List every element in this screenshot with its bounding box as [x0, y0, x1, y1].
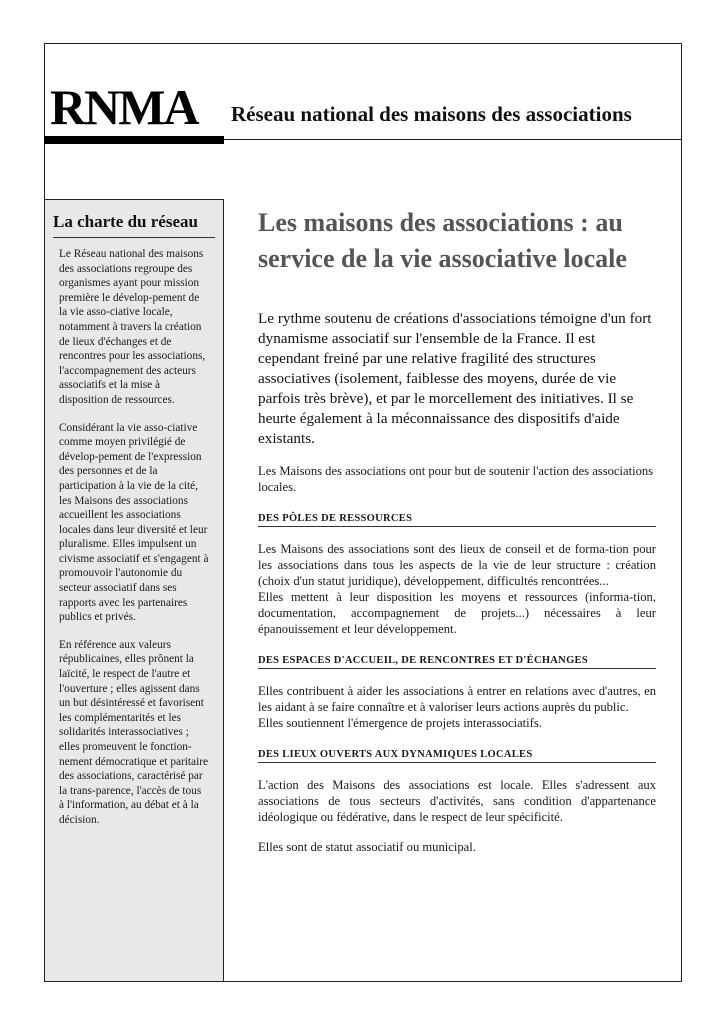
- sidebar-title: La charte du réseau: [53, 212, 198, 231]
- intro-paragraph: Les Maisons des associations ont pour but de soutenir l'action des associations locales.: [258, 464, 654, 494]
- section-heading-welcome: DES ESPACES D'ACCUEIL, DE RENCONTRES ET D'ÉCHANGES: [258, 655, 656, 669]
- charter-sidebar: [44, 199, 224, 982]
- lead-paragraph: Le rythme soutenu de créations d'associations témoigne d'un fort dynamisme associatif sur l'ensemble de la France. Il est cependant freiné par une relative fragilité des structures associatives (isolement, faiblesse des moyens, durée de vie parfois très brève), et par le morcellement des initiatives. Il se heurte également à la méconnaissance des dispositifs d'aide existants.: [258, 310, 652, 447]
- logo-underline: [44, 136, 224, 144]
- section-text: Elles contribuent à aider les associations à entrer en relations avec d'autres, en les aidant à se faire connaître et à valoriser leurs actions auprès du public.: [258, 684, 656, 714]
- sidebar-paragraph: Considérant la vie asso-ciative comme moyen privilégié de dévelop-pement de l'expression des personnes et de la participation à la vie de la cité, les Maisons des associations accueillent les associations locales dans leur diversité et leur pluralisme. Elles impulsent un civisme associatif et s'engagent à promouvoir l'autonomie du secteur associatif dans ses rapports avec les partenaires publics et privés.: [59, 421, 209, 624]
- sidebar-title-rule: [53, 237, 215, 238]
- closing-paragraph: Elles sont de statut associatif ou municipal.: [258, 840, 476, 854]
- rnma-logo: RNMA: [50, 79, 198, 135]
- network-tagline: Réseau national des maisons des associations: [231, 102, 632, 126]
- section-text: Elles soutiennent l'émergence de projets interassociatifs.: [258, 716, 542, 730]
- sidebar-paragraph: Le Réseau national des maisons des associations regroupe des organismes ayant pour mission première le dévelop-pement de la vie asso-ciative locale, notamment à travers la création de lieux d'échanges et de rencontres pour les associations, l'accompagnement des acteurs associatifs et la mise à disposition de ressources.: [59, 248, 206, 406]
- section-heading-resources: DES PÔLES DE RESSOURCES: [258, 513, 656, 527]
- section-heading-local: DES LIEUX OUVERTS AUX DYNAMIQUES LOCALES: [258, 749, 656, 763]
- section-text: Les Maisons des associations sont des lieux de conseil et de forma-tion pour les associations dans tous les aspects de la vie de leur structure : création (choix d'un statut juridique), développement, difficultés rencontrées...: [258, 542, 656, 588]
- section-text: L'action des Maisons des associations est locale. Elles s'adressent aux associations de tous secteurs d'activités, sans condition d'appartenance idéologique ou fédérative, dans le respect de leur spécificité.: [258, 778, 656, 824]
- sidebar-body: [59, 247, 209, 841]
- sidebar-paragraph: En référence aux valeurs républicaines, elles prônent la laïcité, le respect de l'autre et l'ouverture ; elles agissent dans un but désintéressé et favorisent les complémentarités et les solidarités interassociatives ; elles promeuvent le fonction-nement démocratique et paritaire des associations, caractérisé par la trans-parence, l'accès de tous à l'information, au débat et à la décision.: [59, 638, 208, 826]
- section-text: Elles mettent à leur disposition les moyens et ressources (informa-tion, documentation, accompagnement de projets...) nécessaires à leur épanouissement et leur développement.: [258, 590, 656, 636]
- page-headline: Les maisons des associations : au service de la vie associative locale: [258, 208, 627, 273]
- main-content: [258, 205, 656, 855]
- header-divider: [224, 139, 682, 140]
